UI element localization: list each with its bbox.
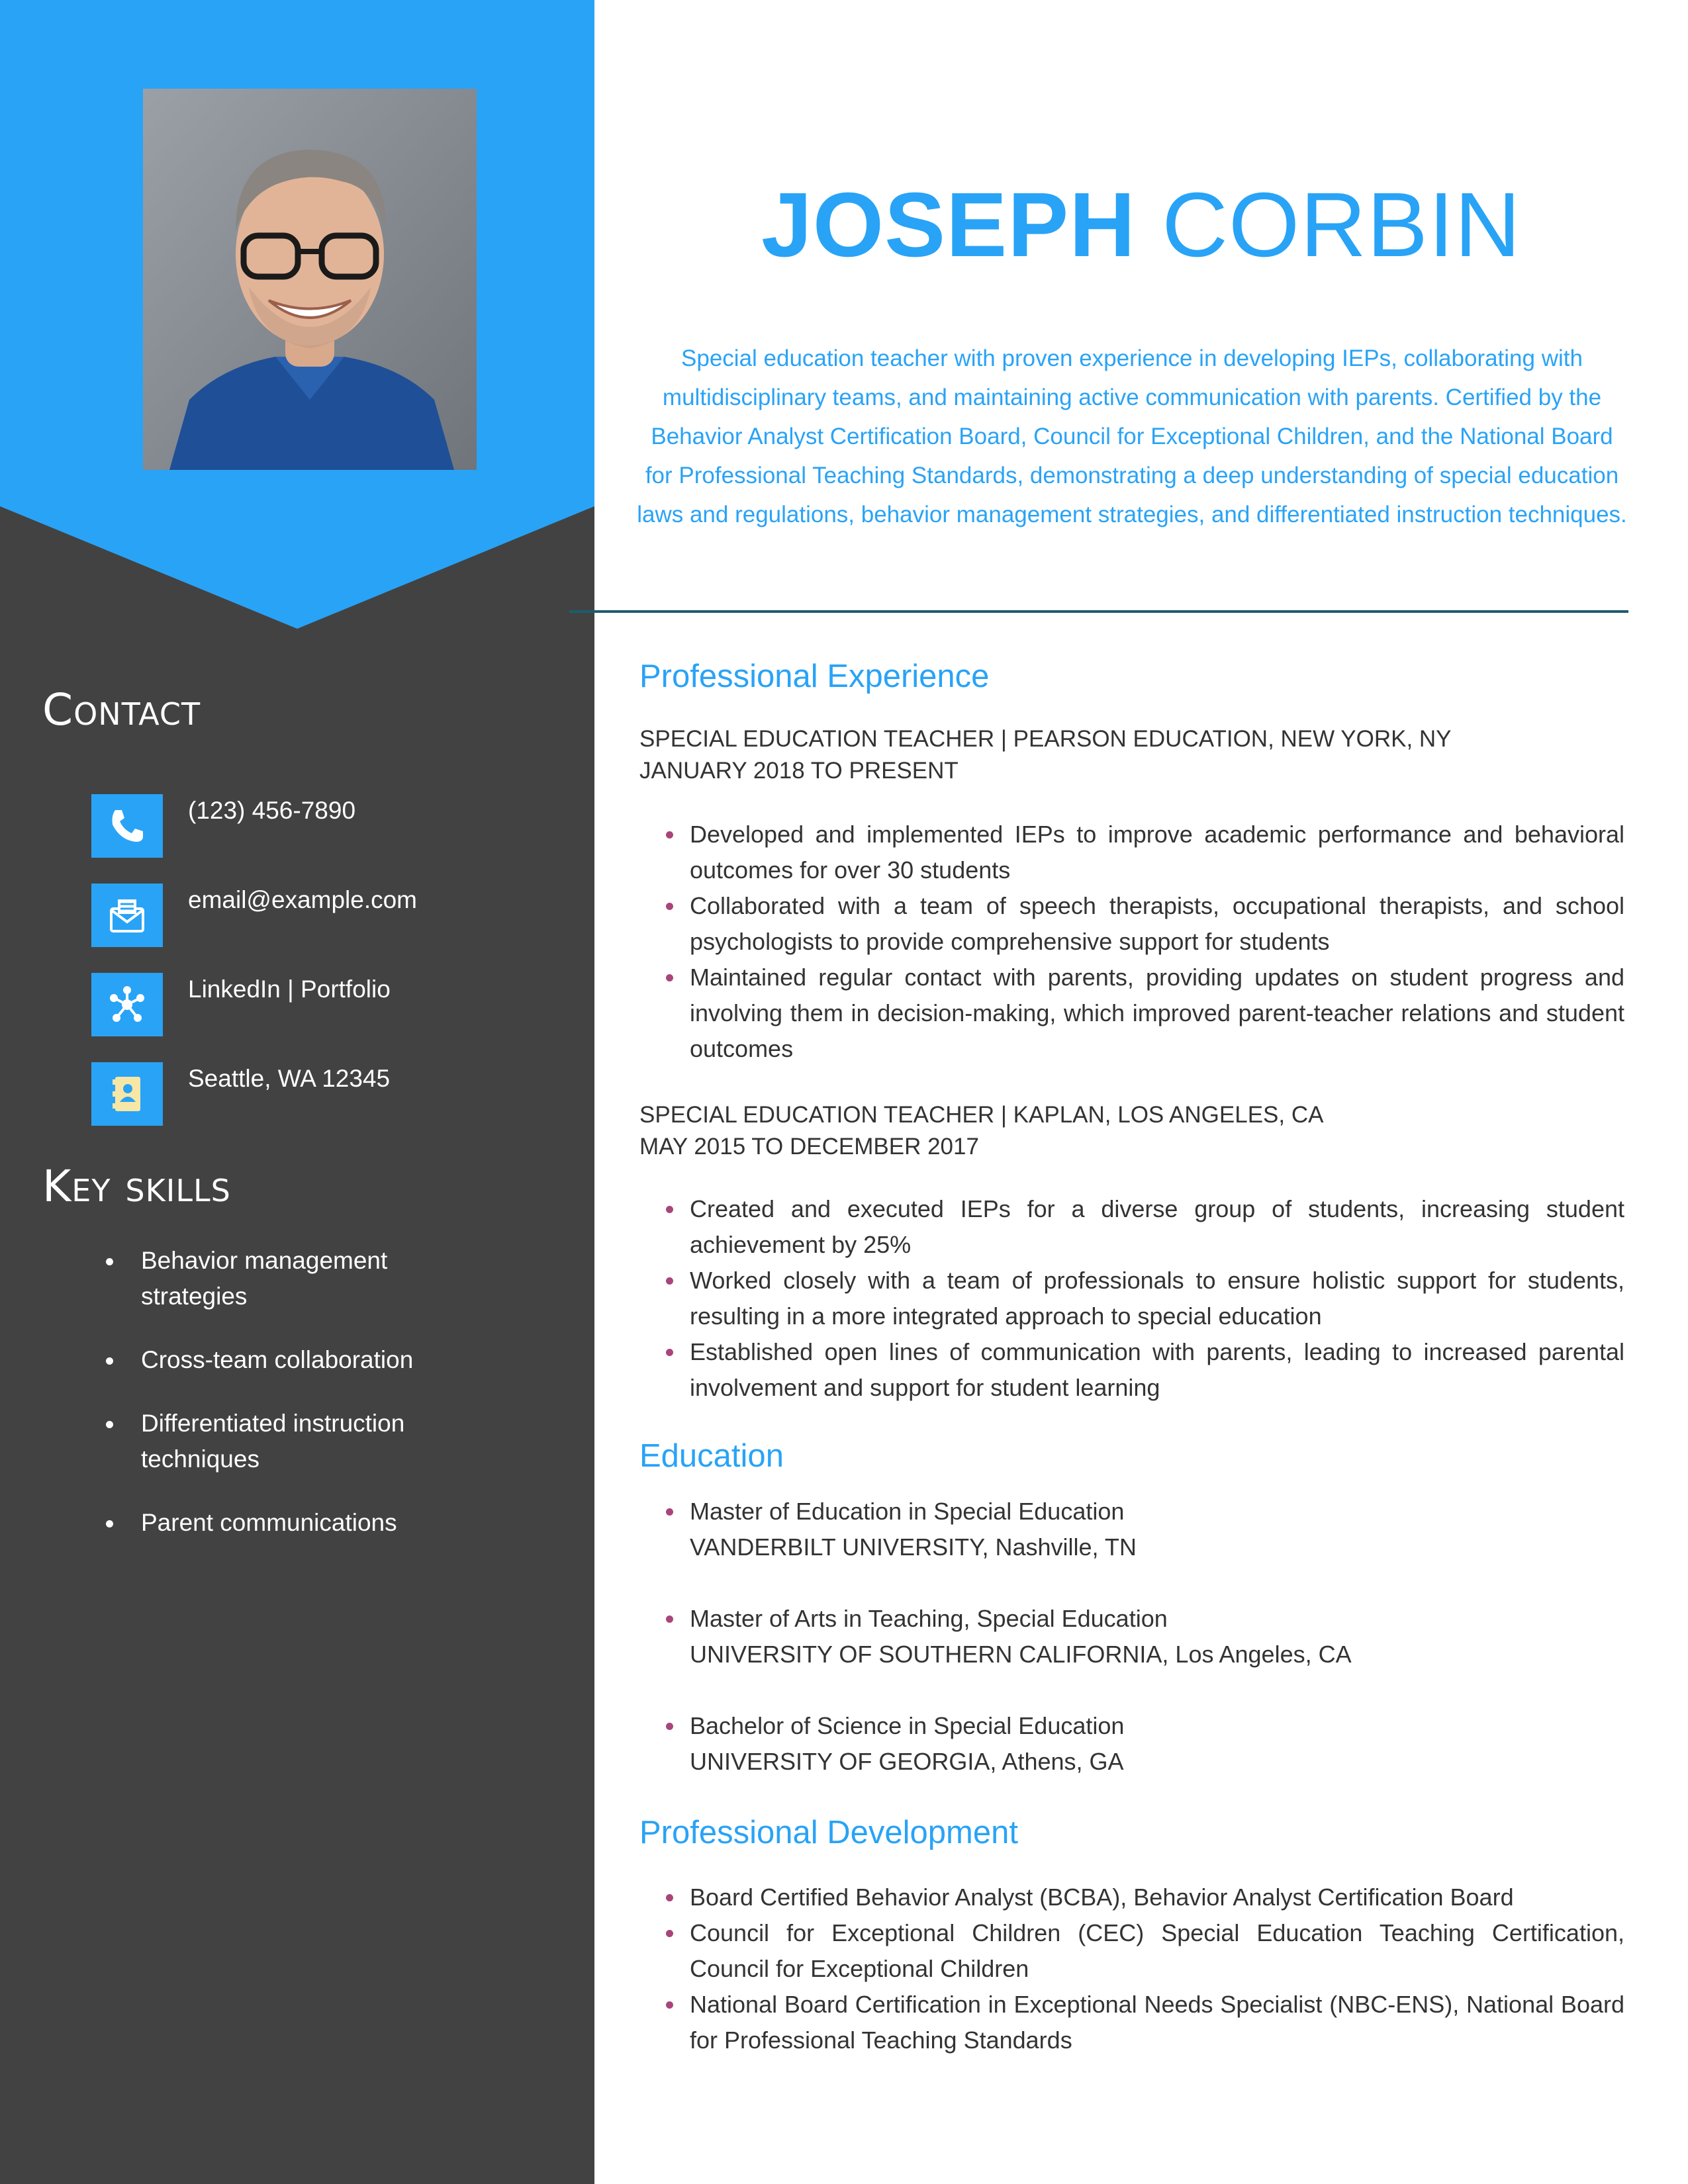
first-name: JOSEPH xyxy=(761,174,1136,276)
degree: Master of Education in Special Education xyxy=(690,1498,1125,1525)
phone-icon xyxy=(91,794,163,858)
links-text[interactable]: LinkedIn | Portfolio xyxy=(188,976,391,1003)
skill-item: Parent communications xyxy=(106,1505,477,1541)
development-list xyxy=(639,1880,1624,2058)
contact-heading: Contact xyxy=(42,684,201,735)
candidate-name xyxy=(594,172,1688,278)
list-item: Board Certified Behavior Analyst (BCBA), Behavior Analyst Certification Board xyxy=(639,1880,1624,1915)
development-heading: Professional Development xyxy=(639,1815,1018,1850)
address-book-icon xyxy=(91,1062,163,1126)
job-bullets xyxy=(639,1191,1624,1406)
list-item: Collaborated with a team of speech therapists, occupational therapists, and school psychologists to provide comprehensive support for students xyxy=(639,888,1624,960)
job-dates: MAY 2015 TO DECEMBER 2017 xyxy=(639,1134,979,1160)
list-item: Maintained regular contact with parents, providing updates on student progress and involving them in decision-making, which improved parent-teacher relations and student outcomes xyxy=(639,960,1624,1067)
job-title: SPECIAL EDUCATION TEACHER | KAPLAN, LOS ANGELES, CA xyxy=(639,1102,1324,1128)
skills-list xyxy=(106,1243,477,1569)
list-item: Created and executed IEPs for a diverse group of students, increasing student achievement by 25% xyxy=(639,1191,1624,1263)
education-heading: Education xyxy=(639,1438,784,1474)
degree: Master of Arts in Teaching, Special Education xyxy=(690,1605,1168,1632)
list-item: National Board Certification in Exceptional Needs Specialist (NBC-ENS), National Board for Professional Teaching Standards xyxy=(639,1987,1624,2058)
profile-photo xyxy=(143,89,477,470)
education-list xyxy=(639,1494,1624,1815)
list-item xyxy=(639,1494,1624,1565)
last-name: CORBIN xyxy=(1162,174,1521,276)
experience-heading: Professional Experience xyxy=(639,659,990,694)
envelope-icon xyxy=(91,884,163,947)
job-bullets xyxy=(639,817,1624,1067)
degree: Bachelor of Science in Special Education xyxy=(690,1712,1125,1739)
summary: Special education teacher with proven experience in developing IEPs, collaborating with multidisciplinary teams, and maintaining active communication with parents. Certified by the Behavior Analyst Certification Board, Council for Exceptional Children, and the National Board for Professional Teaching Standards, demonstrating a deep understanding of special education laws and regulations, behavior management strategies, and differentiated instruction techniques. xyxy=(637,345,1627,527)
school: UNIVERSITY OF SOUTHERN CALIFORNIA, Los Angeles, CA xyxy=(690,1641,1352,1668)
sidebar xyxy=(0,0,594,2184)
list-item: Developed and implemented IEPs to improve academic performance and behavioral outcomes for over 30 students xyxy=(639,817,1624,888)
header-divider xyxy=(569,610,1628,613)
list-item: Worked closely with a team of professionals to ensure holistic support for students, resulting in a more integrated approach to special education xyxy=(639,1263,1624,1334)
network-icon xyxy=(91,973,163,1036)
school: UNIVERSITY OF GEORGIA, Athens, GA xyxy=(690,1748,1124,1775)
job-title: SPECIAL EDUCATION TEACHER | PEARSON EDUCATION, NEW YORK, NY xyxy=(639,726,1452,752)
list-item xyxy=(639,1708,1624,1780)
list-item: Council for Exceptional Children (CEC) Special Education Teaching Certification, Council for Exceptional Children xyxy=(639,1915,1624,1987)
skill-item: Differentiated instruction techniques xyxy=(106,1406,477,1477)
email-text[interactable]: email@example.com xyxy=(188,886,418,913)
skill-item: Cross-team collaboration xyxy=(106,1342,477,1378)
school: VANDERBILT UNIVERSITY, Nashville, TN xyxy=(690,1533,1137,1561)
phone-text[interactable]: (123) 456-7890 xyxy=(188,797,356,824)
list-item: Established open lines of communication with parents, leading to increased parental involvement and support for student learning xyxy=(639,1334,1624,1406)
location-text: Seattle, WA 12345 xyxy=(188,1065,391,1092)
skills-heading: Key skills xyxy=(42,1161,231,1212)
list-item xyxy=(639,1601,1624,1672)
job-dates: JANUARY 2018 TO PRESENT xyxy=(639,758,959,784)
skill-item: Behavior management strategies xyxy=(106,1243,477,1314)
